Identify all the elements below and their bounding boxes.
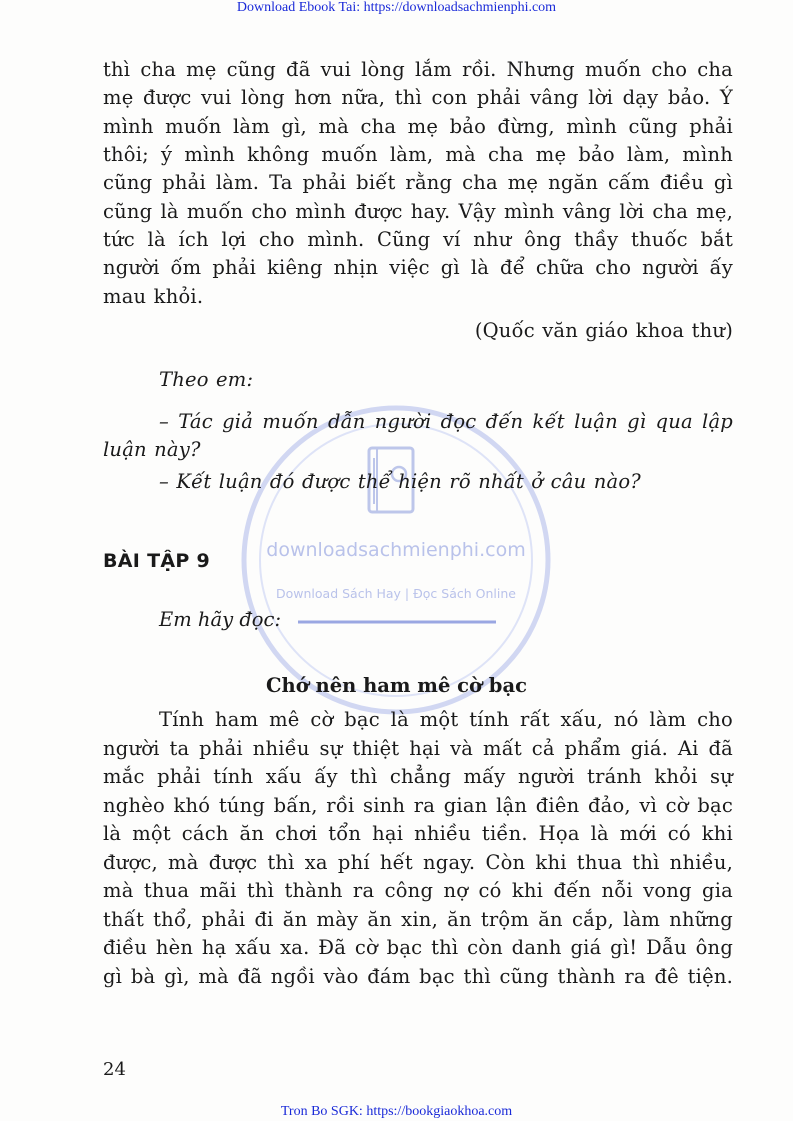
exercise-heading: BÀI TẬP 9 (103, 550, 210, 572)
passage-line: tức là ích lợi cho mình. Cũng ví như ông thầy thuốc bắt (103, 228, 733, 251)
reading-title: Chớ nên ham mê cờ bạc (266, 674, 527, 697)
reading-line: là một cách ăn chơi tổn hại nhiều tiền. Họa là mới có khi (103, 822, 733, 845)
reading-line: Tính ham mê cờ bạc là một tính rất xấu, nó làm cho (159, 708, 733, 731)
reading-line: mà thua mãi thì thành ra công nợ có khi đến nỗi vong gia (103, 879, 733, 902)
reading-line: thất thổ, phải đi ăn mày ăn xin, ăn trộm ăn cắp, làm những (103, 908, 733, 931)
passage-source: (Quốc văn giáo khoa thư) (474, 319, 733, 342)
exercise-prompt: Em hãy đọc: (159, 608, 282, 631)
question-2: – Kết luận đó được thể hiện rõ nhất ở câu nào? (159, 470, 641, 493)
passage-line: cũng phải làm. Ta phải biết rằng cha mẹ ngăn cấm điều gì (103, 171, 733, 194)
watermark-tagline: Download Sách Hay | Đọc Sách Online (276, 586, 516, 601)
passage-line: người ốm phải kiêng nhịn việc gì là để chữa cho người ấy (103, 256, 733, 279)
reading-line: nghèo khó túng bấn, rồi sinh ra gian lận điên đảo, vì cờ bạc (103, 794, 733, 817)
passage-line: mau khỏi. (103, 285, 204, 308)
footer-sgk-link[interactable]: Tron Bo SGK: https://bookgiaokhoa.com (280, 1104, 513, 1119)
passage-line: thôi; ý mình không muốn làm, mà cha mẹ bảo làm, mình (103, 143, 733, 166)
questions-intro: Theo em: (159, 368, 254, 391)
passage-line: thì cha mẹ cũng đã vui lòng lắm rồi. Nhưng muốn cho cha (103, 58, 733, 81)
question-1-line-1: – Tác giả muốn dẫn người đọc đến kết luận gì qua lập (159, 410, 733, 433)
question-1-line-2: luận này? (103, 438, 201, 461)
passage-line: mình muốn làm gì, mà cha mẹ bảo đừng, mình cũng phải (103, 115, 733, 138)
watermark-site: downloadsachmienphi.com (266, 539, 526, 561)
reading-line: được, mà được thì xa phí hết ngay. Còn khi thua thì nhiều, (103, 851, 733, 874)
reading-line: người ta phải nhiều sự thiệt hại và mất cả phẩm giá. Ai đã (103, 737, 733, 760)
header-download-link[interactable]: Download Ebook Tai: https://downloadsachmienphi.com (236, 0, 557, 15)
passage-line: mẹ được vui lòng hơn nữa, thì con phải vâng lời dạy bảo. Ý (103, 86, 733, 109)
reading-line: gì bà gì, mà đã ngồi vào đám bạc thì cũng thành ra đê tiện. (103, 965, 733, 988)
page-number: 24 (103, 1059, 126, 1080)
reading-line: điều hèn hạ xấu xa. Đã cờ bạc thì còn danh giá gì! Dẫu ông (103, 936, 733, 959)
passage-line: cũng là muốn cho mình được hay. Vậy mình vâng lời cha mẹ, (103, 200, 733, 223)
reading-line: mắc phải tính xấu ấy thì chẳng mấy người tránh khỏi sự (103, 765, 733, 788)
